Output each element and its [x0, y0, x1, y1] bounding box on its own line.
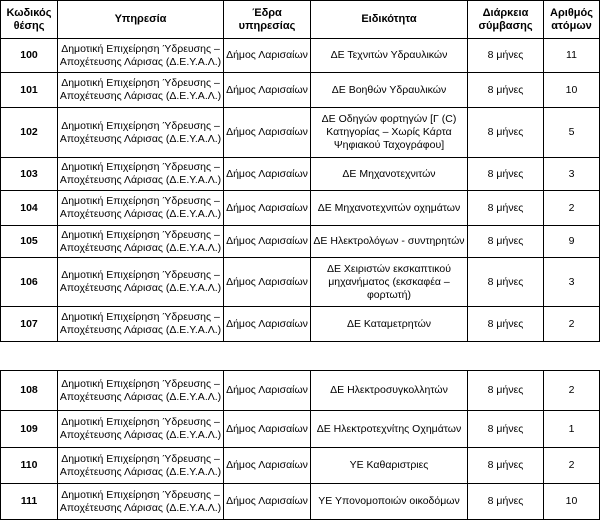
- duration-cell: 8 μήνες: [468, 158, 544, 191]
- service-cell: Δημοτική Επιχείρηση Ύδρευσης – Αποχέτευσης Λάρισας (Δ.Ε.Υ.Α.Λ.): [58, 484, 224, 520]
- position-code: 104: [1, 191, 58, 226]
- seat-cell: Δήμος Λαρισαίων: [224, 371, 311, 411]
- count-cell: 3: [544, 258, 600, 307]
- service-cell: Δημοτική Επιχείρηση Ύδρευσης – Αποχέτευσης Λάρισας (Δ.Ε.Υ.Α.Λ.): [58, 108, 224, 158]
- position-code: 101: [1, 73, 58, 108]
- seat-cell: Δήμος Λαρισαίων: [224, 226, 311, 258]
- specialty-cell: ΥΕ Καθαριστριες: [311, 448, 468, 484]
- position-code: 107: [1, 307, 58, 342]
- seat-cell: Δήμος Λαρισαίων: [224, 448, 311, 484]
- seat-cell: Δήμος Λαρισαίων: [224, 258, 311, 307]
- header-service: Υπηρεσία: [58, 1, 224, 39]
- table-row: [1, 108, 600, 158]
- specialty-cell: ΔΕ Μηχανοτεχνιτών οχημάτων: [311, 191, 468, 226]
- table-row: [1, 258, 600, 307]
- service-cell: Δημοτική Επιχείρηση Ύδρευσης – Αποχέτευσης Λάρισας (Δ.Ε.Υ.Α.Λ.): [58, 158, 224, 191]
- count-cell: 10: [544, 484, 600, 520]
- duration-cell: 8 μήνες: [468, 307, 544, 342]
- seat-cell: Δήμος Λαρισαίων: [224, 484, 311, 520]
- specialty-cell: ΥΕ Υπονομοποιών οικοδόμων: [311, 484, 468, 520]
- position-code: 102: [1, 108, 58, 158]
- service-cell: Δημοτική Επιχείρηση Ύδρευσης – Αποχέτευσης Λάρισας (Δ.Ε.Υ.Α.Λ.): [58, 73, 224, 108]
- service-cell: Δημοτική Επιχείρηση Ύδρευσης – Αποχέτευσης Λάρισας (Δ.Ε.Υ.Α.Λ.): [58, 411, 224, 448]
- specialty-cell: ΔΕ Χειριστών εκσκαπτικού μηχανήματος (εκσκαφέα – φορτωτή): [311, 258, 468, 307]
- specialty-cell: ΔΕ Οδηγών φορτηγών [Γ (C) Κατηγορίας – Χωρίς Κάρτα Ψηφιακού Ταχογράφου]: [311, 108, 468, 158]
- position-code: 111: [1, 484, 58, 520]
- specialty-cell: ΔΕ Ηλεκτροσυγκολλητών: [311, 371, 468, 411]
- count-cell: 11: [544, 39, 600, 73]
- count-cell: 2: [544, 307, 600, 342]
- table-row: [1, 448, 600, 484]
- specialty-cell: ΔΕ Ηλεκτροτεχνίτης Οχημάτων: [311, 411, 468, 448]
- table-row: [1, 307, 600, 342]
- count-cell: 2: [544, 448, 600, 484]
- count-cell: 3: [544, 158, 600, 191]
- service-cell: Δημοτική Επιχείρηση Ύδρευσης – Αποχέτευσης Λάρισας (Δ.Ε.Υ.Α.Λ.): [58, 307, 224, 342]
- seat-cell: Δήμος Λαρισαίων: [224, 191, 311, 226]
- position-code: 105: [1, 226, 58, 258]
- position-code: 100: [1, 39, 58, 73]
- duration-cell: 8 μήνες: [468, 39, 544, 73]
- count-cell: 9: [544, 226, 600, 258]
- header-seat: Έδρα υπηρεσίας: [224, 1, 311, 39]
- seat-cell: Δήμος Λαρισαίων: [224, 411, 311, 448]
- table-row: [1, 484, 600, 520]
- header-duration: Διάρκεια σύμβασης: [468, 1, 544, 39]
- count-cell: 10: [544, 73, 600, 108]
- table-row: [1, 191, 600, 226]
- duration-cell: 8 μήνες: [468, 411, 544, 448]
- specialty-cell: ΔΕ Βοηθών Υδραυλικών: [311, 73, 468, 108]
- specialty-cell: ΔΕ Καταμετρητών: [311, 307, 468, 342]
- position-code: 108: [1, 371, 58, 411]
- duration-cell: 8 μήνες: [468, 258, 544, 307]
- table-row: [1, 411, 600, 448]
- count-cell: 2: [544, 371, 600, 411]
- header-row: [1, 1, 600, 39]
- positions-table-2: [0, 370, 600, 520]
- duration-cell: 8 μήνες: [468, 191, 544, 226]
- position-code: 103: [1, 158, 58, 191]
- header-count: Αριθμός ατόμων: [544, 1, 600, 39]
- header-specialty: Ειδικότητα: [311, 1, 468, 39]
- service-cell: Δημοτική Επιχείρηση Ύδρευσης – Αποχέτευσης Λάρισας (Δ.Ε.Υ.Α.Λ.): [58, 371, 224, 411]
- position-code: 110: [1, 448, 58, 484]
- service-cell: Δημοτική Επιχείρηση Ύδρευσης – Αποχέτευσης Λάρισας (Δ.Ε.Υ.Α.Λ.): [58, 258, 224, 307]
- seat-cell: Δήμος Λαρισαίων: [224, 39, 311, 73]
- service-cell: Δημοτική Επιχείρηση Ύδρευσης – Αποχέτευσης Λάρισας (Δ.Ε.Υ.Α.Λ.): [58, 226, 224, 258]
- table-row: [1, 226, 600, 258]
- table-row: [1, 39, 600, 73]
- seat-cell: Δήμος Λαρισαίων: [224, 108, 311, 158]
- seat-cell: Δήμος Λαρισαίων: [224, 307, 311, 342]
- specialty-cell: ΔΕ Ηλεκτρολόγων - συντηρητών: [311, 226, 468, 258]
- duration-cell: 8 μήνες: [468, 371, 544, 411]
- table-row: [1, 371, 600, 411]
- duration-cell: 8 μήνες: [468, 484, 544, 520]
- position-code: 106: [1, 258, 58, 307]
- specialty-cell: ΔΕ Μηχανοτεχνιτών: [311, 158, 468, 191]
- service-cell: Δημοτική Επιχείρηση Ύδρευσης – Αποχέτευσης Λάρισας (Δ.Ε.Υ.Α.Λ.): [58, 39, 224, 73]
- header-code: Κωδικός θέσης: [1, 1, 58, 39]
- table-row: [1, 158, 600, 191]
- seat-cell: Δήμος Λαρισαίων: [224, 158, 311, 191]
- duration-cell: 8 μήνες: [468, 73, 544, 108]
- specialty-cell: ΔΕ Τεχνιτών Υδραυλικών: [311, 39, 468, 73]
- count-cell: 5: [544, 108, 600, 158]
- table-row: [1, 73, 600, 108]
- duration-cell: 8 μήνες: [468, 226, 544, 258]
- count-cell: 1: [544, 411, 600, 448]
- service-cell: Δημοτική Επιχείρηση Ύδρευσης – Αποχέτευσης Λάρισας (Δ.Ε.Υ.Α.Λ.): [58, 448, 224, 484]
- position-code: 109: [1, 411, 58, 448]
- duration-cell: 8 μήνες: [468, 108, 544, 158]
- duration-cell: 8 μήνες: [468, 448, 544, 484]
- seat-cell: Δήμος Λαρισαίων: [224, 73, 311, 108]
- count-cell: 2: [544, 191, 600, 226]
- service-cell: Δημοτική Επιχείρηση Ύδρευσης – Αποχέτευσης Λάρισας (Δ.Ε.Υ.Α.Λ.): [58, 191, 224, 226]
